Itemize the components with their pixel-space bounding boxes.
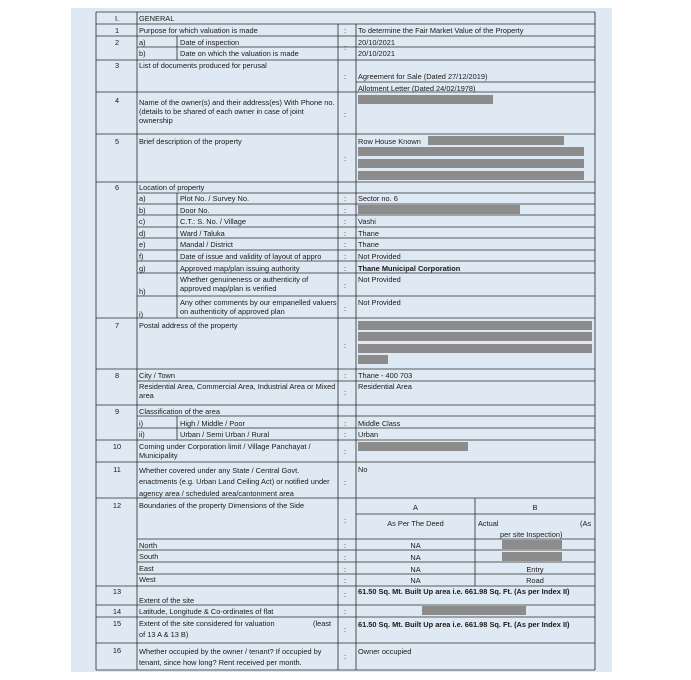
column-b-header: B	[532, 503, 538, 512]
row-label: (least	[313, 619, 332, 628]
row-label: Location of property	[139, 183, 205, 192]
row-label: Brief description of the property	[139, 137, 242, 146]
sub-key: a)	[139, 194, 146, 203]
row-value: Owner occupied	[358, 647, 412, 656]
sub-value: Not Provided	[358, 252, 401, 261]
colon: :	[344, 26, 347, 35]
row-value: To determine the Fair Market Value of the Property	[358, 26, 524, 35]
colon: :	[344, 304, 347, 313]
colon: :	[344, 516, 347, 525]
colon: :	[344, 553, 347, 562]
sub-value: 20/10/2021	[358, 49, 395, 58]
row-value: Residential Area	[358, 382, 412, 391]
row-label: Coming under Corporation limit / Village Panchayat / Municipality	[139, 442, 311, 460]
sub-label: High / Middle / Poor	[180, 419, 245, 428]
row-label: Residential Area, Commercial Area, Industrial Area or Mixed area	[139, 382, 336, 400]
row-no: 5	[114, 137, 120, 146]
redaction-bar	[358, 344, 592, 353]
redaction-bar	[422, 606, 526, 615]
row-value: 61.50 Sq. Mt. Built Up area i.e. 661.98 Sq. Ft. (As per Index II)	[358, 620, 570, 629]
row-label: City / Town	[139, 371, 176, 380]
row-no: 12	[112, 501, 122, 510]
sub-label: Any other comments by our empanelled valuers on authenticity of approved plan	[180, 298, 337, 316]
sub-value: 20/10/2021	[358, 38, 395, 47]
row-no: 13	[112, 587, 122, 596]
sub-value: Sector no. 6	[358, 194, 398, 203]
sub-value: Vashi	[358, 217, 376, 226]
side-value-a: NA	[410, 541, 421, 550]
colon: :	[344, 625, 347, 634]
colon: :	[344, 281, 347, 290]
side-label: South	[139, 552, 159, 561]
row-label: Whether covered under any State / Central Govt. enactments (e.g. Urban Land Ceiling Act) or notified under agency area / scheduled area/cantonment area	[139, 466, 330, 498]
colon: :	[344, 607, 347, 616]
sub-value: Middle Class	[358, 419, 401, 428]
sub-value: Thane	[358, 229, 379, 238]
sub-label: Date on which the valuation is made	[180, 49, 299, 58]
colon: :	[344, 252, 347, 261]
row-value: 61.50 Sq. Mt. Built Up area i.e. 661.98 Sq. Ft. (As per Index II)	[358, 587, 570, 596]
redaction-bar	[358, 95, 493, 104]
row-label: Purpose for which valuation is made	[139, 26, 258, 35]
colon: :	[344, 206, 347, 215]
redaction-bar	[358, 321, 592, 330]
sub-value: Thane	[358, 240, 379, 249]
row-label: Classification of the area	[139, 407, 220, 416]
colon: :	[344, 419, 347, 428]
row-no: 9	[114, 407, 120, 416]
row-no: 16	[112, 646, 122, 655]
colon: :	[344, 110, 347, 119]
side-label: North	[139, 541, 158, 550]
row-value: Thane - 400 703	[358, 371, 413, 380]
row-no: 2	[114, 38, 120, 47]
redaction-bar	[428, 136, 564, 145]
colon: :	[344, 447, 347, 456]
section-heading: GENERAL	[139, 14, 175, 23]
row-label: Boundaries of the property Dimensions of the Side	[139, 501, 305, 510]
side-value-b: Road	[526, 576, 544, 585]
sub-value: Thane Municipal Corporation	[358, 264, 461, 273]
sub-key: b)	[139, 206, 146, 215]
side-label: East	[139, 564, 154, 573]
sub-value: Not Provided	[358, 275, 401, 284]
column-b-subheader: Actual	[478, 519, 499, 528]
column-a-header: A	[413, 503, 418, 512]
colon: :	[344, 430, 347, 439]
sub-label: Urban / Semi Urban / Rural	[180, 430, 270, 439]
sub-key: e)	[139, 240, 146, 249]
colon: :	[344, 652, 347, 661]
sub-value: Urban	[358, 430, 379, 439]
sub-key: d)	[139, 229, 146, 238]
row-label: List of documents produced for perusal	[139, 61, 267, 70]
row-no: 7	[114, 321, 120, 330]
sub-value: Not Provided	[358, 298, 401, 307]
sub-label: Door No.	[180, 206, 210, 215]
colon: :	[344, 154, 347, 163]
document-item: Agreement for Sale (Dated 27/12/2019)	[358, 72, 488, 81]
redaction-bar	[502, 540, 562, 549]
row-no: 10	[112, 442, 122, 451]
colon: :	[344, 341, 347, 350]
sub-label: Ward / Taluka	[180, 229, 225, 238]
side-value-b: Entry	[526, 565, 544, 574]
redaction-bar	[358, 332, 592, 341]
column-a-subheader: As Per The Deed	[387, 519, 444, 528]
colon: :	[344, 194, 347, 203]
row-label: Extent of the site considered for valuation	[139, 619, 275, 628]
colon: :	[344, 72, 347, 81]
colon: :	[344, 371, 347, 380]
sub-key: ii)	[139, 430, 145, 439]
row-no: 14	[112, 607, 122, 616]
sub-label: Mandal / District	[180, 240, 233, 249]
redaction-bar	[358, 205, 520, 214]
side-label: West	[139, 575, 156, 584]
row-label: Postal address of the property	[139, 321, 238, 330]
sub-label: Approved map/plan issuing authority	[180, 264, 300, 273]
colon: :	[344, 478, 347, 487]
redaction-bar	[358, 355, 388, 364]
colon: :	[344, 240, 347, 249]
row-value: No	[358, 465, 368, 474]
sub-key: i)	[139, 310, 144, 319]
row-label: of 13 A & 13 B)	[139, 630, 189, 639]
row-label: Extent of the site	[139, 596, 195, 605]
colon: :	[344, 217, 347, 226]
redaction-bar	[502, 552, 562, 561]
colon: :	[344, 565, 347, 574]
colon: :	[344, 229, 347, 238]
column-b-subheader: (As	[580, 519, 592, 528]
colon: :	[344, 590, 347, 599]
colon: :	[344, 388, 347, 397]
row-label: Whether occupied by the owner / tenant? If occupied by tenant, since how long? Rent received per month.	[139, 647, 322, 667]
row-value: Row House Known	[358, 137, 421, 146]
sub-key: h)	[139, 287, 146, 296]
row-no: 15	[112, 619, 122, 628]
redaction-bar	[358, 442, 468, 451]
redaction-bar	[358, 171, 584, 180]
row-label: Latitude, Longitude & Co-ordinates of flat	[139, 607, 274, 616]
document-item: Allotment Letter (Dated 24/02/1978)	[358, 84, 476, 93]
row-no: 11	[113, 465, 121, 474]
sub-label: C.T.: S. No. / Village	[180, 217, 246, 226]
row-no: 3	[114, 61, 120, 70]
row-label: Name of the owner(s) and their address(es) With Phone no. (details to be shared of each owner in case of joint ownership	[139, 98, 335, 125]
row-no: I.	[114, 14, 120, 23]
row-no: 6	[114, 183, 120, 192]
sub-key: a)	[139, 38, 146, 47]
sub-key: c)	[139, 217, 146, 226]
sub-label: Date of issue and validity of layout of appro	[180, 252, 322, 261]
column-b-subheader: per site Inspection)	[500, 530, 563, 539]
colon: :	[344, 576, 347, 585]
sub-label: Whether genuineness or authenticity of approved map/plan is verified	[180, 275, 309, 293]
colon: :	[344, 541, 347, 550]
row-no: 8	[114, 371, 120, 380]
sub-key: f)	[139, 252, 144, 261]
sub-label: Date of inspection	[180, 38, 240, 47]
redaction-bar	[358, 147, 584, 156]
colon: :	[344, 43, 347, 52]
colon: :	[344, 264, 347, 273]
sub-key: g)	[139, 264, 146, 273]
sub-key: i)	[139, 419, 144, 428]
side-value-a: NA	[410, 553, 421, 562]
row-no: 4	[114, 96, 120, 105]
sub-key: b)	[139, 49, 146, 58]
row-no: 1	[114, 26, 120, 35]
side-value-a: NA	[410, 576, 421, 585]
redaction-bar	[358, 159, 584, 168]
side-value-a: NA	[410, 565, 421, 574]
sub-label: Plot No. / Survey No.	[180, 194, 250, 203]
